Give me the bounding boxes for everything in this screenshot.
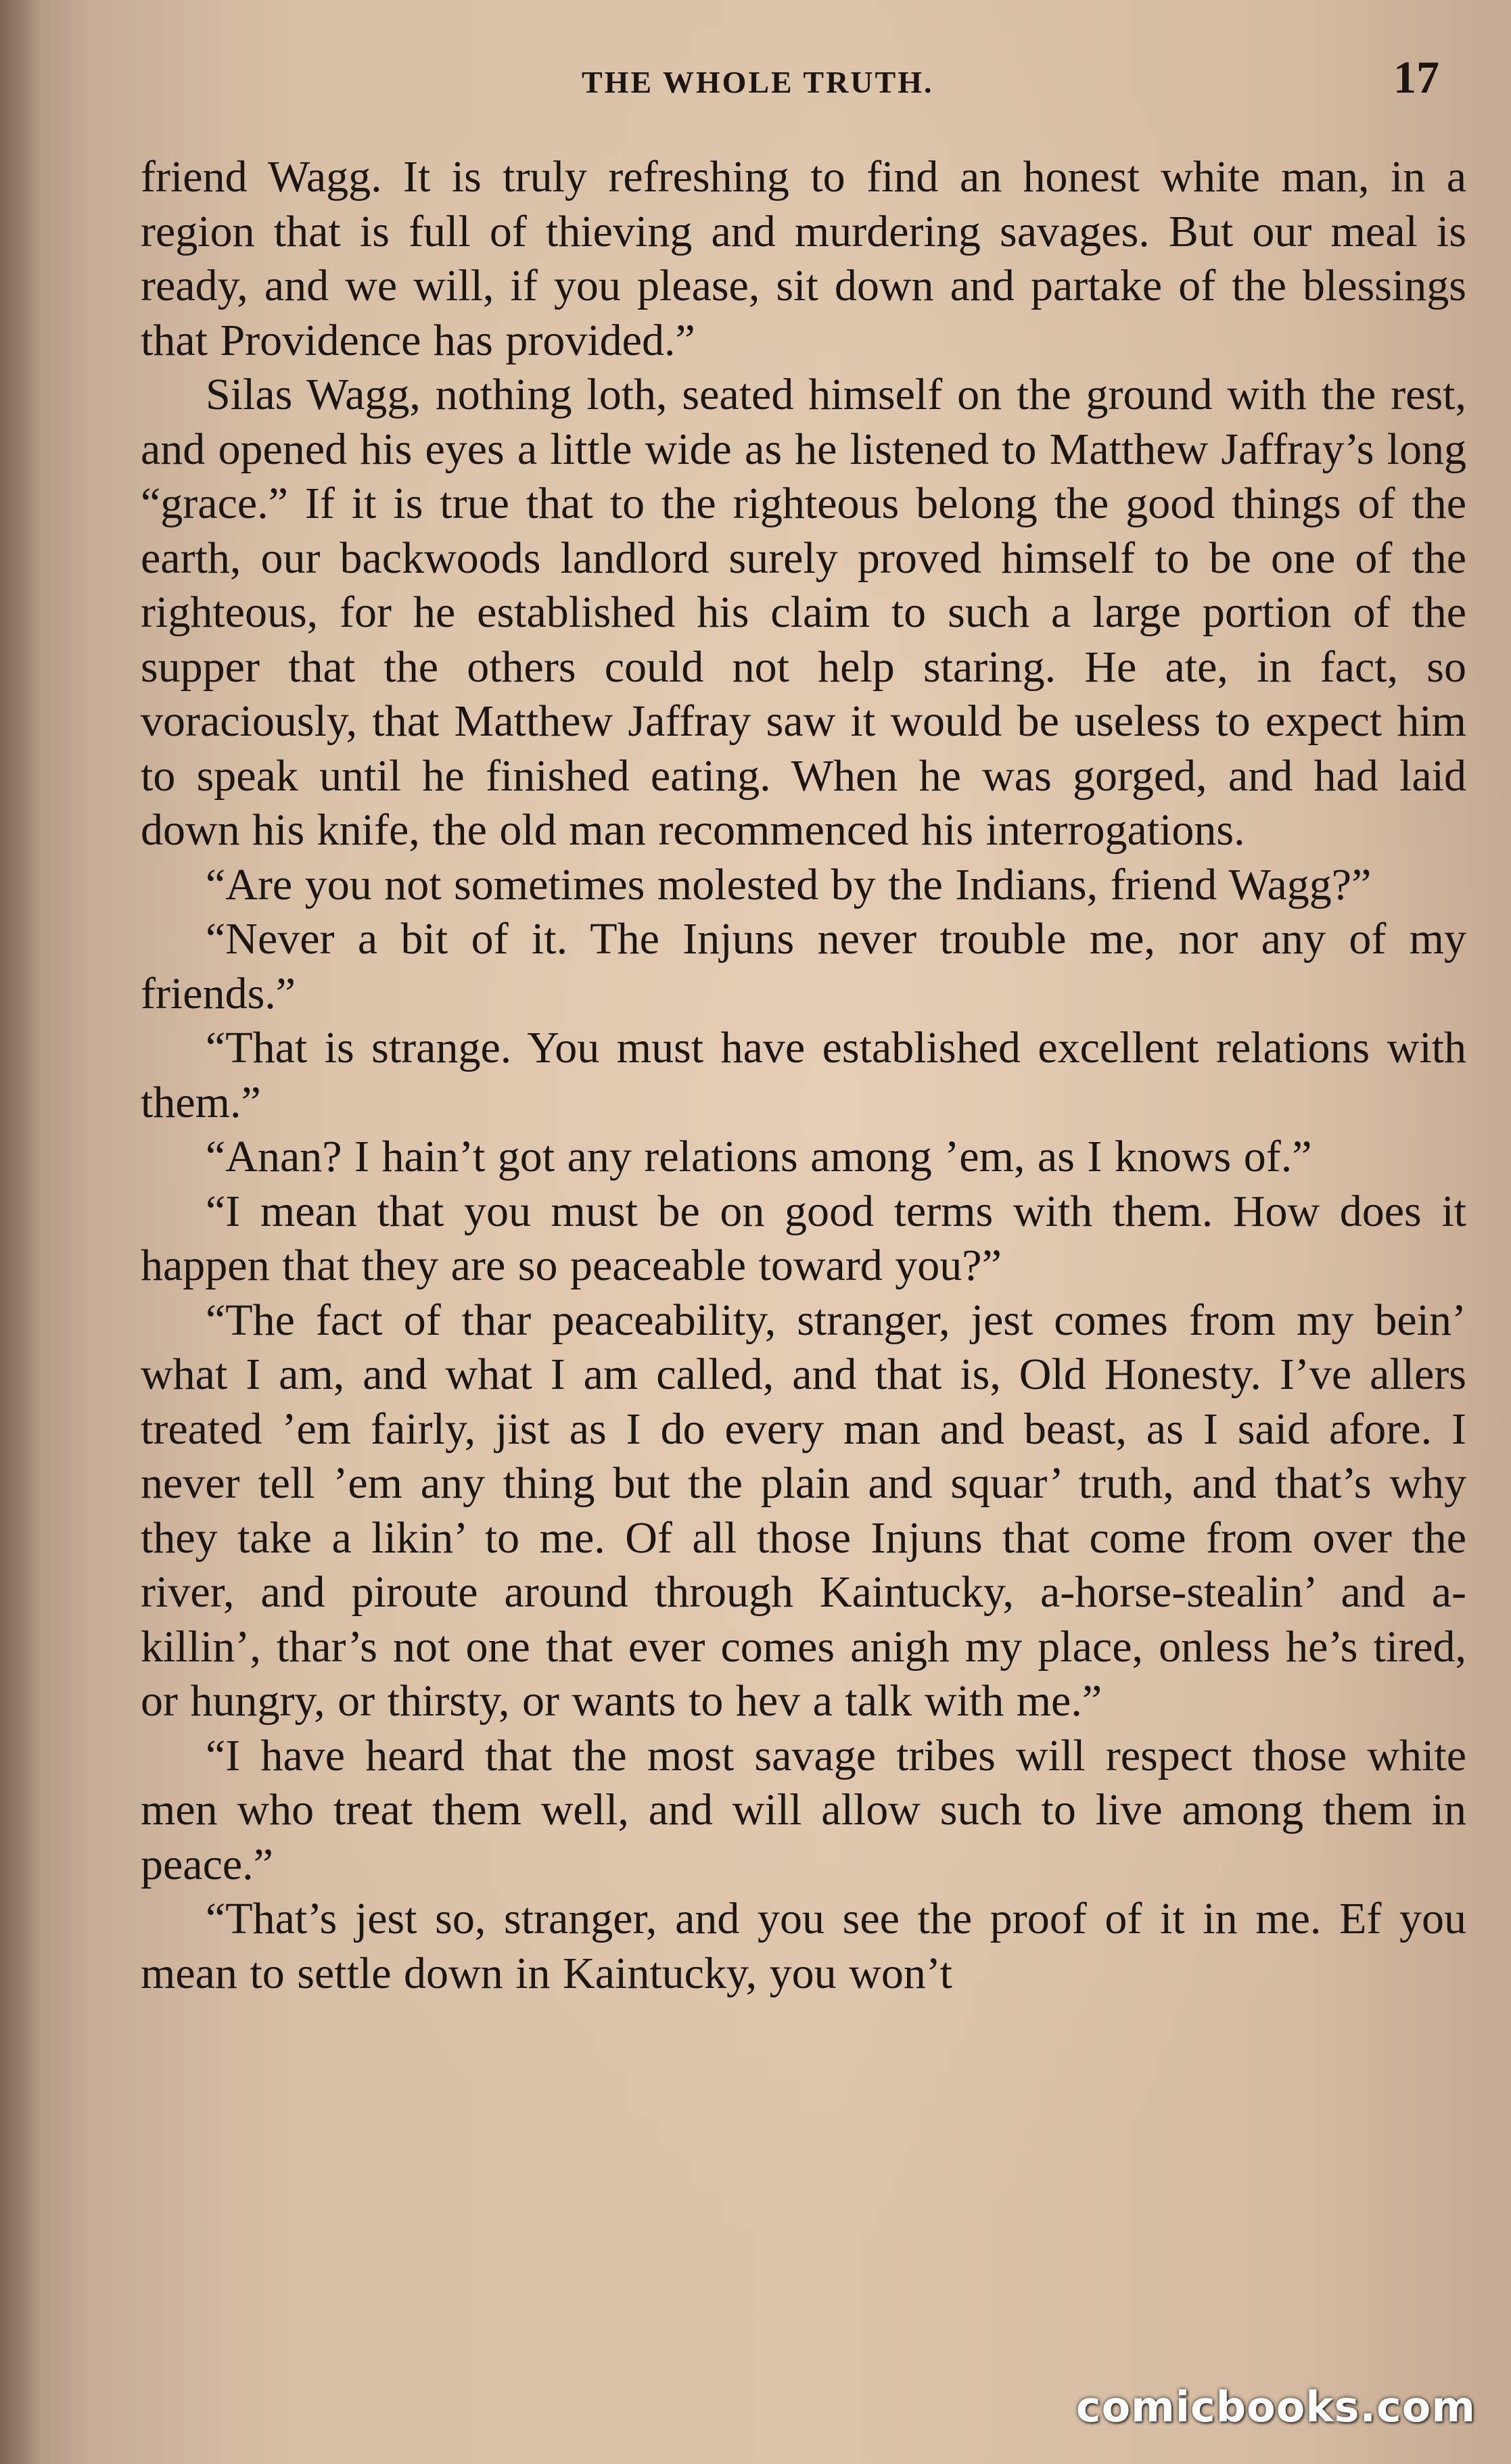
paragraph-dialogue: “Anan? I hain’t got any relations among ’em, as I knows of.”: [206, 1132, 1312, 1181]
paragraph-supper: Silas Wagg, nothing loth, seated himself on the ground with the rest, and opened his eyes a little wide as he listened to Matthew Jaffray’s long “grace.” If it is true that to the righteous belong the good things of the earth, our backwoods landlord surely proved himself to be one of the righteous, for he established his claim to such a large portion of the supper that the others could not help staring. He ate, in fact, so voraciously, that Matthew Jaffray saw it would be useless to expect him to speak until he finished eating. When he was gorged, and had laid down his knife, the old man recommenced his interrogations.: [141, 370, 1466, 855]
running-title: THE WHOLE TRUTH.: [582, 65, 934, 99]
running-head: [0, 51, 1511, 103]
paragraph-dialogue: “Are you not sometimes molested by the Indians, friend Wagg?”: [206, 859, 1372, 909]
paragraph-continuation: friend Wagg. It is truly refreshing to find an honest white man, in a region that is full of thieving and murdering savages. But our meal is ready, and we will, if you please, sit down and partake of the blessings that Providence has provided.”: [141, 152, 1466, 365]
paragraph-dialogue: “That’s jest so, stranger, and you see the proof of it in me. Ef you mean to settle down in Kaintucky, you won’t: [141, 1894, 1466, 1998]
paragraph-dialogue: “I mean that you must be on good terms with them. How does it happen that they are so peaceable toward you?”: [141, 1186, 1466, 1290]
paragraph-dialogue: “I have heard that the most savage tribes will respect those white men who treat them well, and will allow such to live among them in peace.”: [141, 1730, 1466, 1889]
body-text: [141, 150, 1466, 2348]
page-number: 17: [1393, 51, 1439, 103]
paragraph-dialogue: “That is strange. You must have established excellent relations with them.”: [141, 1023, 1466, 1127]
paragraph-dialogue: “Never a bit of it. The Injuns never trouble me, nor any of my friends.”: [141, 914, 1466, 1018]
paragraph-dialogue: “The fact of thar peaceability, stranger, jest comes from my bein’ what I am, and what I am called, and that is, Old Honesty. I’ve allers treated ’em fairly, jist as I do every man and beast, as I said afore. I never tell ’em any thing but the plain and squar’ truth, and that’s why they take a likin’ to me. Of all those Injuns that come from over the river, and piroute around through Kaintucky, a-horse-stealin’ and a-killin’, thar’s not one that ever comes anigh my place, onless he’s tired, or hungry, or thirsty, or wants to hev a talk with me.”: [141, 1295, 1466, 1726]
watermark: comicbooks.com: [1075, 2382, 1476, 2432]
